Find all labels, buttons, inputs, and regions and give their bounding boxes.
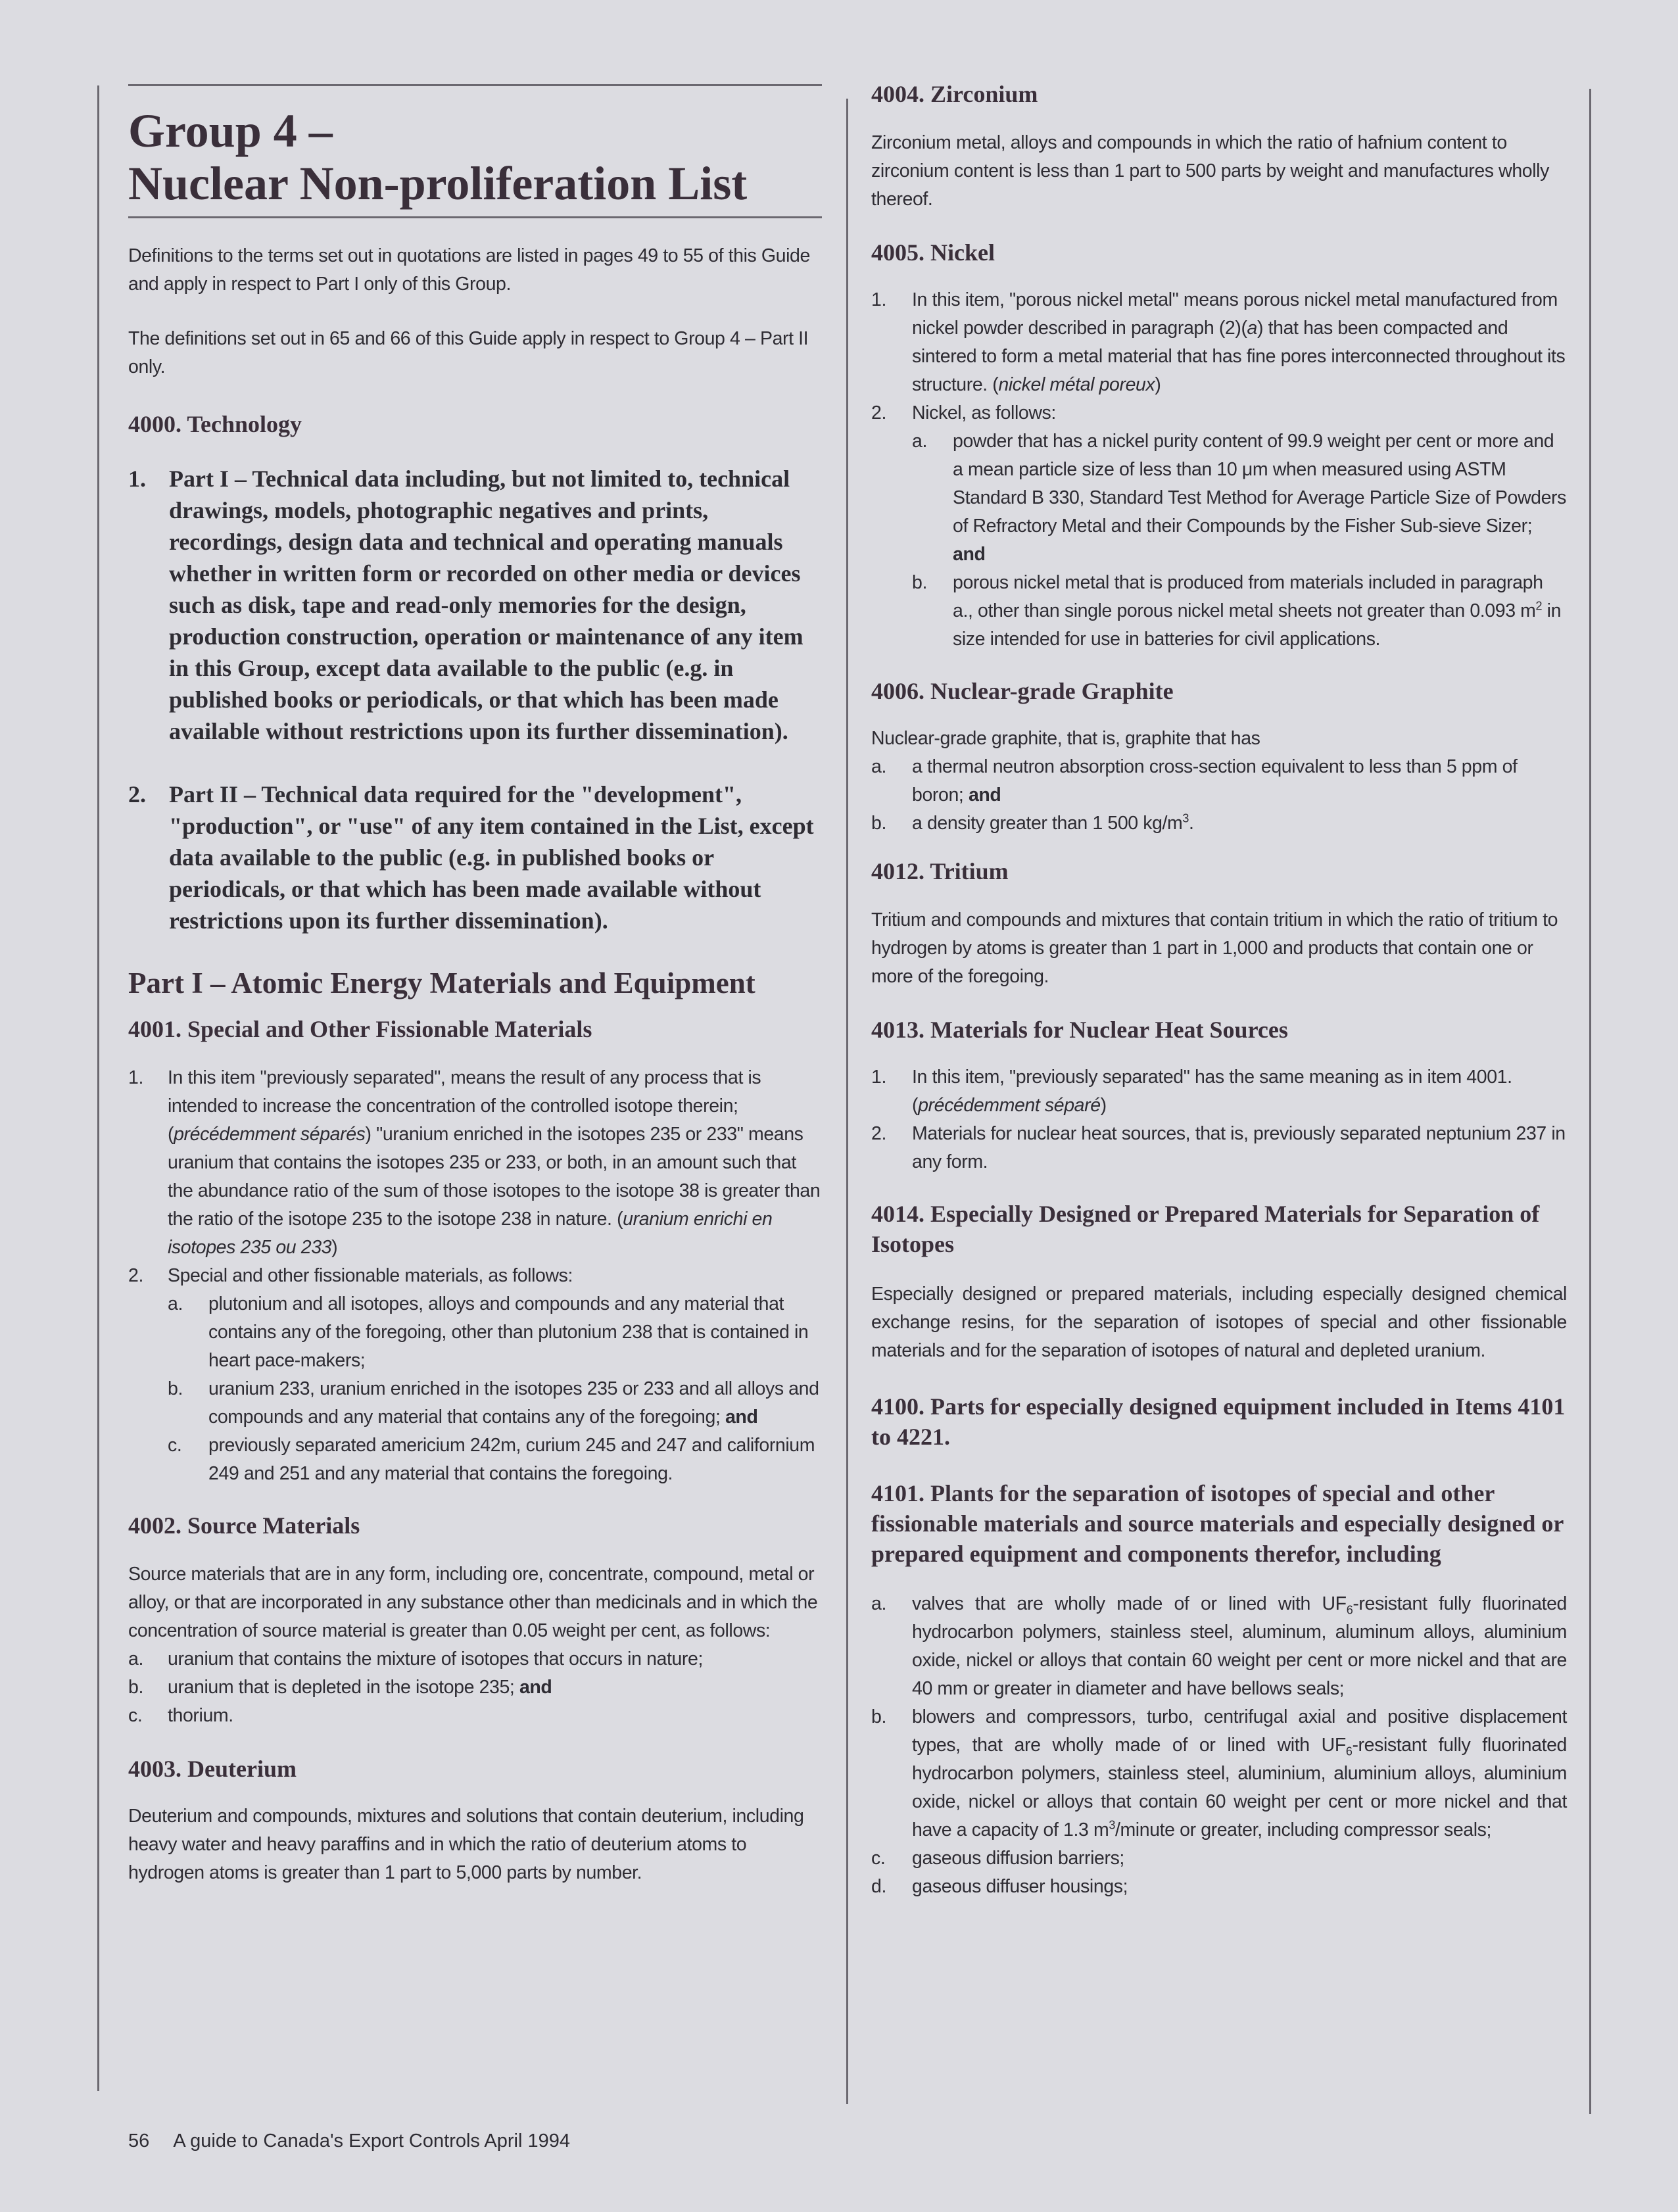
- item-text: In this item, "previously separated" has the same meaning as in item 4001. (précédemment séparé): [912, 1067, 1512, 1116]
- section-4000-item-2: [128, 779, 822, 936]
- section-4002-sub-b: [128, 1673, 822, 1702]
- sub-marker: b.: [871, 1706, 886, 1727]
- section-4001-item-1: [128, 1064, 822, 1262]
- section-4003-paragraph: Deuterium and compounds, mixtures and solutions that contain deuterium, including heavy water and heavy paraffins and in which the ratio of deuterium atoms to hydrogen atoms is greater than 1 part to 5,000 parts by number.: [128, 1806, 804, 1883]
- section-4001-sub-b: [128, 1375, 822, 1431]
- section-4100-heading: 4100. Parts for especially designed equipment included in Items 4101 to 4221.: [871, 1393, 1566, 1450]
- right-column: [871, 79, 1567, 1901]
- section-4004-paragraph: Zirconium metal, alloys and compounds in which the ratio of hafnium content to zirconium content is less than 1 part to 500 parts by weight and manufactures wholly thereof.: [871, 132, 1549, 210]
- section-4013-item-2: [871, 1120, 1567, 1176]
- sub-text: uranium 233, uranium enriched in the isotopes 235 or 233 and all alloys and compounds and any material that contains any of the foregoing; and: [208, 1378, 819, 1428]
- section-4014-heading: 4014. Especially Designed or Prepared Materials for Separation of Isotopes: [871, 1201, 1540, 1257]
- item-text: Part II – Technical data required for the "development", "production", or "use" of any item contained in the List, except data available to the public (e.g. in published books or periodicals, or that which has been made available without restrictions upon its further dissemination).: [169, 781, 814, 934]
- section-4005-item-2: [871, 399, 1567, 427]
- item-number: 2.: [128, 781, 146, 807]
- section-4001-heading: 4001. Special and Other Fissionable Materials: [128, 1016, 592, 1042]
- page-title-line2: Nuclear Non-proliferation List: [128, 157, 748, 210]
- sub-text: gaseous diffuser housings;: [912, 1876, 1128, 1897]
- sub-text: a density greater than 1 500 $kg/m^3$.: [912, 811, 1194, 834]
- title-bottom-rule: [128, 216, 822, 218]
- item-number: 2.: [871, 1123, 886, 1144]
- footer-text: A guide to Canada's Export Controls April 1994: [173, 2130, 570, 2152]
- item-text: Materials for nuclear heat sources, that is, previously separated neptunium 237 in any form.: [912, 1123, 1566, 1172]
- section-4003-heading: 4003. Deuterium: [128, 1756, 297, 1782]
- sub-text: blowers and compressors, turbo, centrifugal axial and positive displacement types, that are wholly made of or lined with $UF_6$-resistant fully fluorinated hydrocarbon polymers, stainless steel, aluminium, aluminium alloys, aluminium oxide, nickel or alloys that contain 60 weight per cent or more nickel and that have a capacity of 1.3 $m^3$/minute or greater, including compressor seals;: [912, 1706, 1567, 1840]
- item-text: Nickel, as follows:: [912, 402, 1056, 423]
- section-4000-heading: 4000. Technology: [128, 411, 302, 437]
- section-4101-sub-d: [871, 1873, 1567, 1901]
- right-margin-rule: [1589, 89, 1591, 2114]
- sub-marker: c.: [168, 1435, 182, 1456]
- page-title-line1: Group 4 –: [128, 105, 333, 157]
- item-text: Part I – Technical data including, but not limited to, technical drawings, models, photographic negatives and prints, recordings, design data and technical and operating manuals whether in written form or recorded on other media or devices such as disk, tape and read-only memories for the design, production construction, operation or maintenance of any item in this Group, except data available to the public (e.g. in published books or periodicals, or that which has been made available without restrictions upon its further dissemination).: [169, 466, 803, 744]
- section-4101-sub-b: [871, 1703, 1567, 1844]
- section-4013-item-1: [871, 1063, 1567, 1120]
- section-4101-sub-c: [871, 1844, 1567, 1873]
- section-4005-heading: 4005. Nickel: [871, 239, 995, 266]
- page-number: 56: [128, 2130, 150, 2152]
- part-1-heading: Part I – Atomic Energy Materials and Equipment: [128, 967, 755, 999]
- item-number: 2.: [128, 1265, 143, 1286]
- sub-marker: d.: [871, 1876, 886, 1897]
- section-4012-paragraph: Tritium and compounds and mixtures that contain tritium in which the ratio of tritium to hydrogen by atoms is greater than 1 part in 1,000 and products that contain one or more of the foregoing.: [871, 909, 1558, 987]
- section-4002-heading: 4002. Source Materials: [128, 1512, 360, 1539]
- section-4005-sub-a: [871, 427, 1567, 569]
- sub-text: uranium that contains the mixture of isotopes that occurs in nature;: [168, 1648, 703, 1670]
- intro-paragraph-2: The definitions set out in 65 and 66 of this Guide apply in respect to Group 4 – Part II only.: [128, 328, 809, 377]
- section-4006-sub-a: [871, 753, 1567, 809]
- section-4001-sub-a: [128, 1290, 822, 1375]
- page-title: [128, 105, 822, 210]
- section-4006-paragraph: Nuclear-grade graphite, that is, graphite that has: [871, 728, 1260, 749]
- sub-marker: a.: [871, 1593, 886, 1614]
- section-4001-item-2: [128, 1262, 822, 1290]
- page-footer: [128, 2130, 570, 2152]
- item-number: 1.: [128, 1067, 143, 1088]
- sub-text: valves that are wholly made of or lined with $UF_6$-resistant fully fluorinated hydrocarbon polymers, stainless steel, aluminum, aluminum alloys, aluminium oxide, nickel or alloys that contain 60 weight per cent or more nickel and that are 40 mm or greater in diameter and have bellows seals;: [912, 1593, 1567, 1699]
- center-column-rule: [846, 99, 848, 2104]
- item-text: In this item "previously separated", means the result of any process that is intended to increase the concentration of the controlled isotope therein; (précédemment séparés) "uranium enriched in the isotopes 235 or 233" means uranium that contains the isotopes 235 or 233, or both, in an amount such that the abundance ratio of the sum of those isotopes to the isotope 38 is greater than the ratio of the isotope 235 to the isotope 238 in nature. (uranium enrichi en isotopes 235 ou 233): [168, 1067, 821, 1258]
- sub-text: plutonium and all isotopes, alloys and compounds and any material that contains any of the foregoing, other than plutonium 238 that is contained in heart pace-makers;: [208, 1293, 809, 1371]
- sub-text: powder that has a nickel purity content of 99.9 weight per cent or more and a mean particle size of less than 10 μm when measured using ASTM Standard B 330, Standard Test Method for Average Particle Size of Powders of Refractory Metal and their Compounds by the Fisher Sub-sieve Sizer; and: [953, 431, 1566, 565]
- section-4002-sub-a: [128, 1645, 822, 1673]
- section-4005-item-1: [871, 286, 1567, 399]
- item-text: In this item, "porous nickel metal" means porous nickel metal manufactured from nickel powder described in paragraph (2)(a) that has been compacted and sintered to form a metal material that has fine pores interconnected throughout its structure. (nickel métal poreux): [912, 289, 1566, 395]
- sub-marker: b.: [871, 813, 886, 834]
- section-4001-sub-c: [128, 1431, 822, 1488]
- sub-text: uranium that is depleted in the isotope 235; and: [168, 1677, 552, 1698]
- item-text: Special and other fissionable materials, as follows:: [168, 1265, 573, 1286]
- sub-marker: c.: [128, 1705, 143, 1726]
- section-4012-heading: 4012. Tritium: [871, 858, 1009, 884]
- section-4000-item-1: [128, 463, 822, 747]
- intro-paragraph-1: Definitions to the terms set out in quotations are listed in pages 49 to 55 of this Guide and apply in respect to Part I only of this Group.: [128, 245, 810, 295]
- section-4004-heading: 4004. Zirconium: [871, 81, 1038, 107]
- left-column: [128, 99, 822, 1887]
- sub-marker: a.: [168, 1293, 183, 1314]
- item-number: 2.: [871, 402, 886, 423]
- sub-marker: b.: [912, 572, 927, 593]
- sub-marker: b.: [128, 1677, 143, 1698]
- item-number: 1.: [128, 466, 146, 492]
- sub-marker: a.: [912, 431, 927, 452]
- sub-marker: a.: [871, 756, 886, 777]
- item-number: 1.: [871, 1067, 886, 1088]
- section-4002-paragraph: Source materials that are in any form, including ore, concentrate, compound, metal or alloy, or that are incorporated in any substance other than medicinals and in which the concentration of source material is greater than 0.05 weight per cent, as follows:: [128, 1564, 818, 1641]
- section-4002-sub-c: [128, 1702, 822, 1730]
- section-4101-heading: 4101. Plants for the separation of isotopes of special and other fissionable materials and source materials and especially designed or prepared equipment and components therefor, including: [871, 1480, 1564, 1567]
- sub-marker: b.: [168, 1378, 183, 1399]
- section-4101-sub-a: [871, 1590, 1567, 1703]
- section-4013-heading: 4013. Materials for Nuclear Heat Sources: [871, 1017, 1288, 1043]
- sub-text: a thermal neutron absorption cross-section equivalent to less than 5 ppm of boron; and: [912, 756, 1518, 805]
- section-4006-heading: 4006. Nuclear-grade Graphite: [871, 678, 1174, 704]
- sub-text: gaseous diffusion barriers;: [912, 1848, 1124, 1869]
- item-number: 1.: [871, 289, 886, 310]
- section-4006-sub-b: [871, 809, 1567, 838]
- section-4005-sub-b: [871, 569, 1567, 654]
- title-top-rule: [128, 84, 822, 86]
- sub-marker: c.: [871, 1848, 886, 1869]
- sub-text: previously separated americium 242m, curium 245 and 247 and californium 249 and 251 and any material that contains the foregoing.: [208, 1435, 815, 1484]
- sub-marker: a.: [128, 1648, 143, 1670]
- section-4014-paragraph: Especially designed or prepared materials, including especially designed chemical exchange resins, for the separation of isotopes of special and other fissionable materials and for the separation of isotopes of natural and depleted uranium.: [871, 1284, 1567, 1361]
- left-margin-rule: [97, 85, 99, 2091]
- sub-text: thorium.: [168, 1705, 233, 1726]
- sub-text: porous nickel metal that is produced from materials included in paragraph a., other than single porous nickel metal sheets not greater than 0.093 $m^2$ in size intended for use in batteries for civil applications.: [953, 572, 1562, 650]
